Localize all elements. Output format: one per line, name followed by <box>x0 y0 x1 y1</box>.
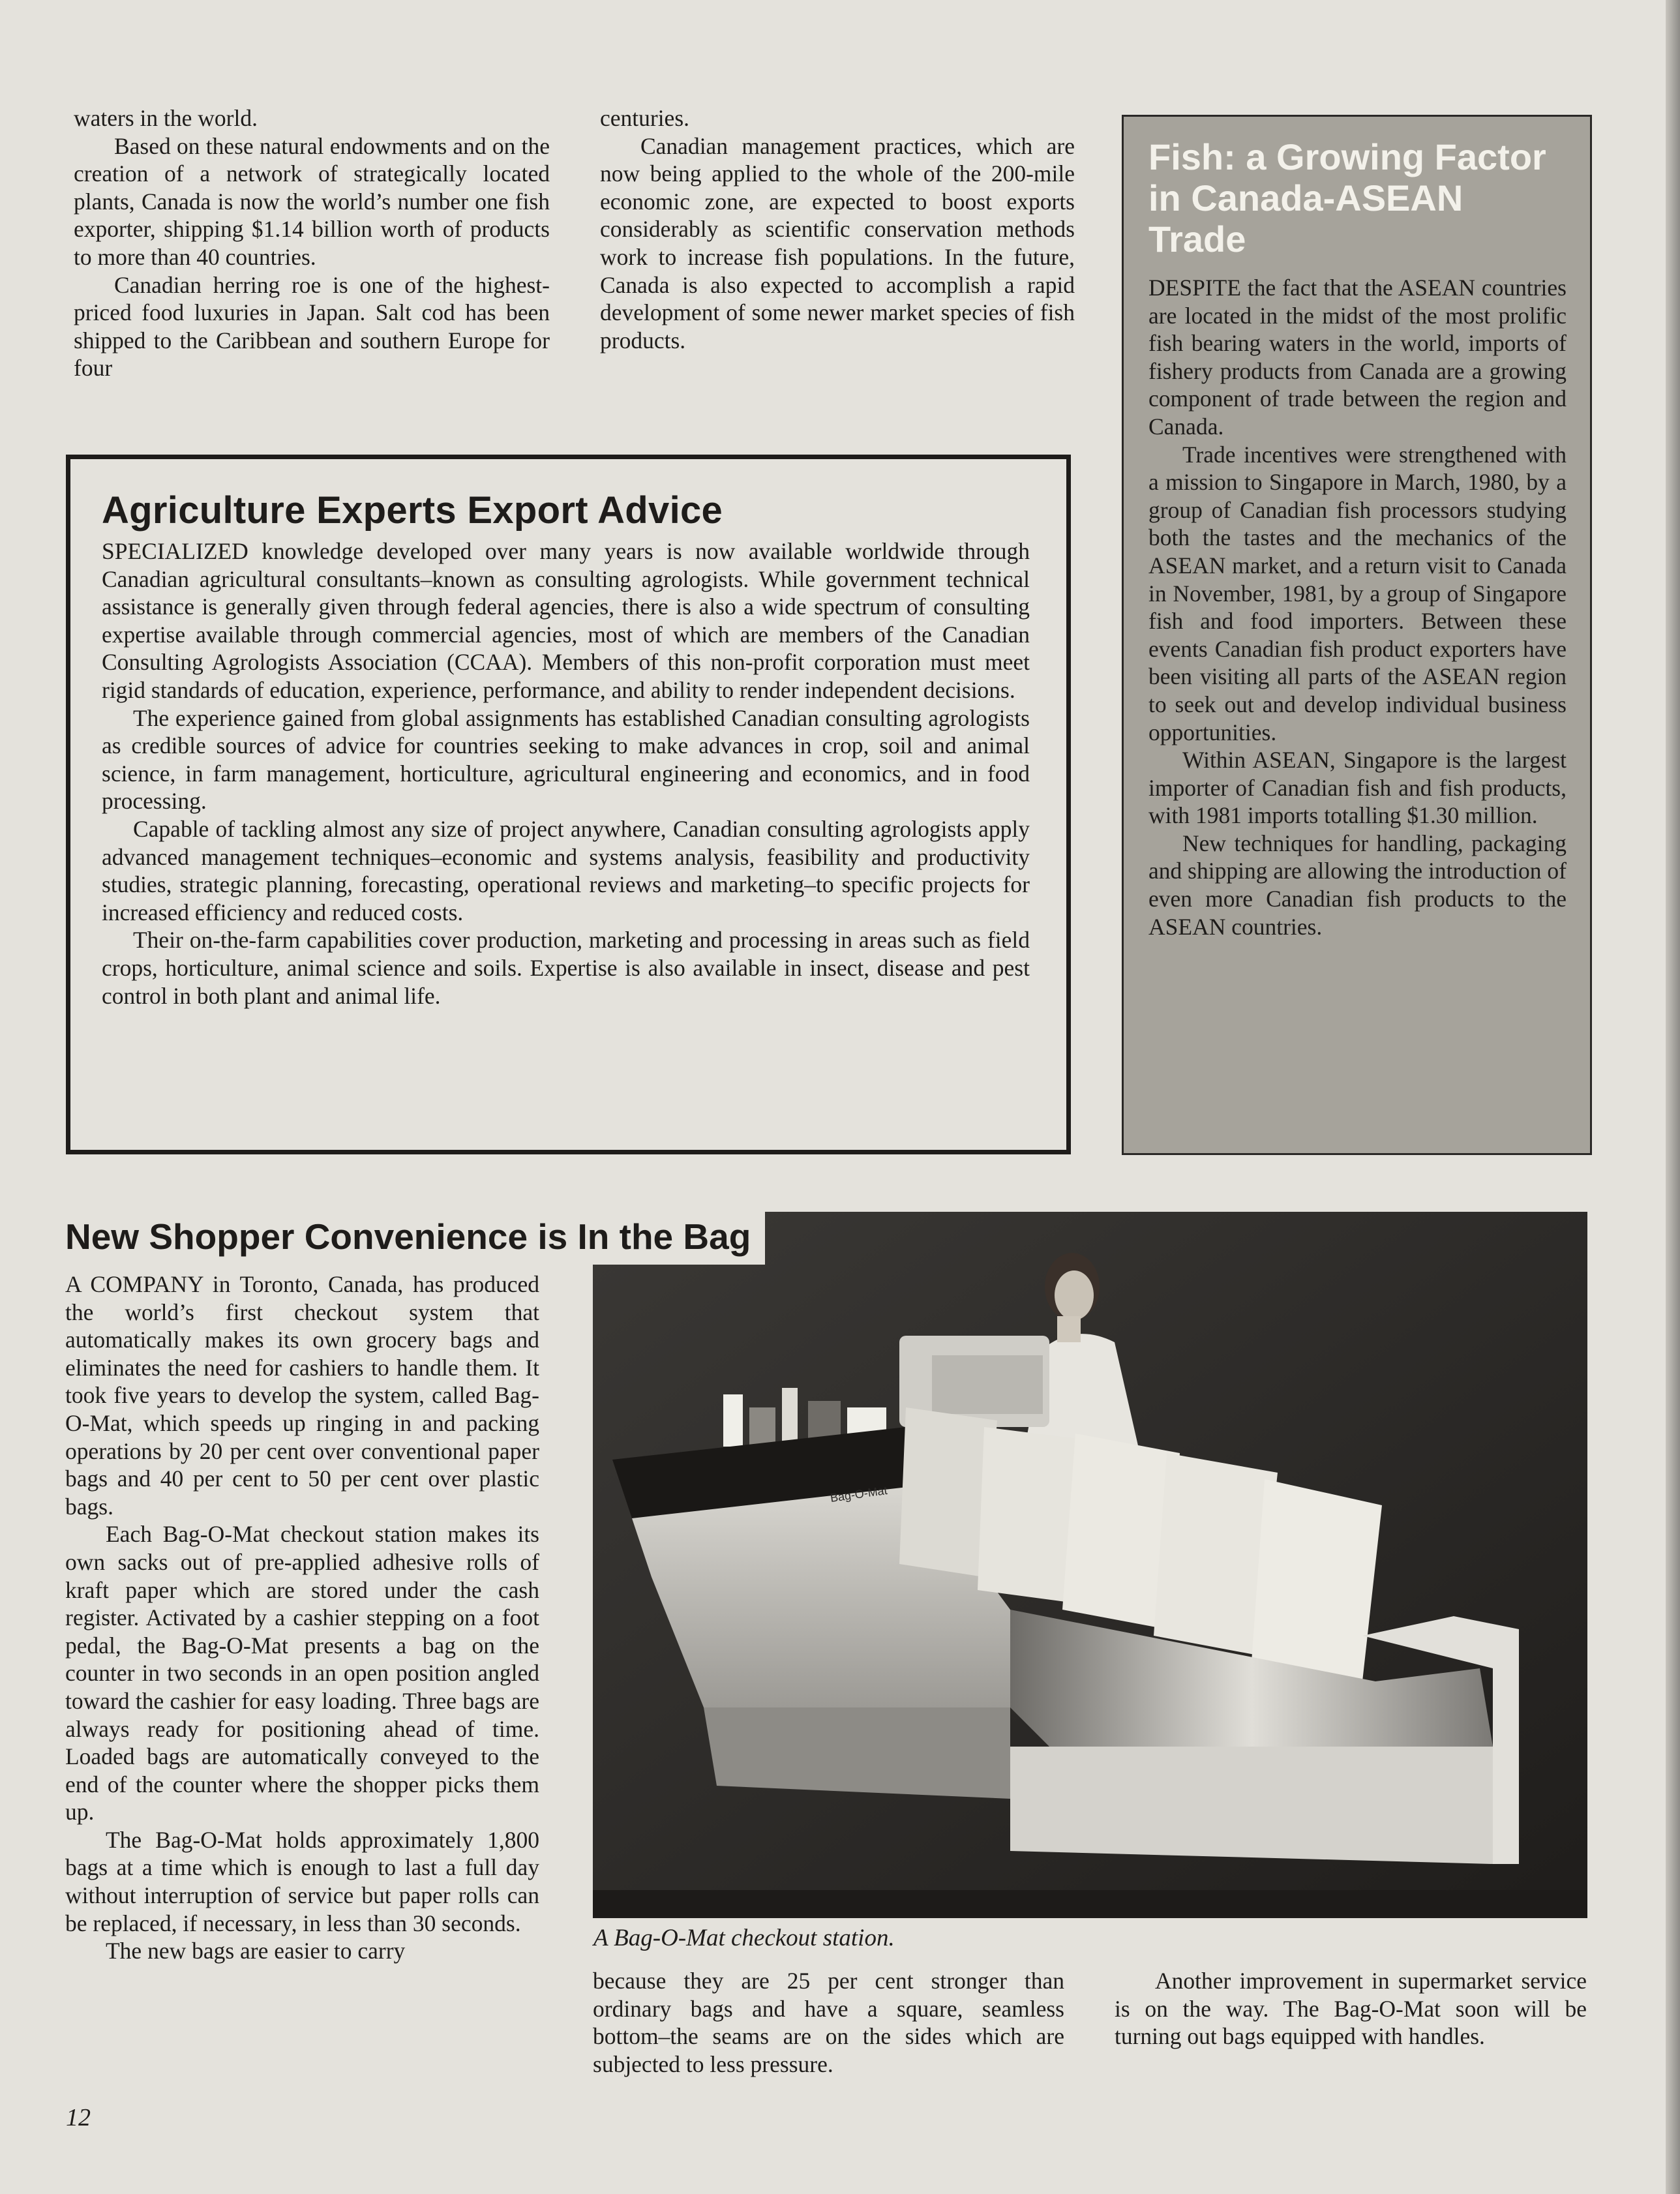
paragraph: New techniques for handling, packaging and shipping are allowing the introduction of even more Canadian fish products to the ASEAN countries. <box>1148 830 1567 940</box>
paragraph: Trade incentives were strengthened with a mission to Singapore in March, 1980, by a group of Canadian fish processors studying both the tastes and the mechanics of the ASEAN market, and a return visit to Canada in November, 1981, by a group of Singapore fish and food importers. Between these events Canadian fish product exporters have been visiting all parts of the ASEAN region to seek out and develop individual business opportunities. <box>1148 441 1567 745</box>
paragraph: waters in the world. <box>74 105 258 131</box>
bag-headline: New Shopper Convenience is In the Bag <box>65 1209 765 1265</box>
paragraph: SPECIALIZED knowledge developed over many years is now available worldwide through Canadian agricultural consultants–known as consulting agrologists. While government technical assistance is generally given through federal agencies, there is also a wide spectrum of consulting expertise available through commercial agencies, most of which are members of the Canadian Consulting Agrologists Association (CCAA). Members of this non-profit corporation must meet rigid standards of education, experience, performance, and ability to render independent decisions. <box>102 538 1030 703</box>
paragraph: Their on-the-farm capabilities cover production, marketing and processing in areas such as field crops, horticulture, animal science and soils. Expertise is also available in insect, disease and pest control in both plant and animal life. <box>102 927 1030 1009</box>
paragraph: The experience gained from global assignments has established Canadian consulting agrologists as credible sources of advice for countries seeking to make advances in crop, soil and animal science, in farm management, horticulture, agricultural engineering and economics, and in food processing. <box>102 704 1030 815</box>
top-column-right <box>600 104 1075 354</box>
agriculture-headline: Agriculture Experts Export Advice <box>102 489 723 532</box>
paragraph: centuries. <box>600 105 690 131</box>
paragraph: The new bags are easier to carry <box>106 1938 406 1964</box>
paragraph: Each Bag-O-Mat checkout station makes its own sacks out of pre-applied adhesive rolls of kraft paper which are stored under the cash register. Activated by a cashier stepping on a foot pedal, the Bag-O-Mat presents a bag on the counter in two seconds in an open position angled toward the cashier for easy loading. Three bags are always ready for positioning ahead of time. Loaded bags are automatically conveyed to the end of the counter where the shopper picks them up. <box>65 1521 539 1826</box>
paragraph: Canadian herring roe is one of the highest-priced food luxuries in Japan. Salt cod has been shipped to the Caribbean and southern Europe for four <box>74 271 550 382</box>
paragraph: DESPITE the fact that the ASEAN countries are located in the midst of the most prolific fish bearing waters in the world, imports of fishery products from Canada are a growing component of trade between the region and Canada. <box>1148 275 1567 440</box>
paragraph: Another improvement in supermarket service is on the way. The Bag-O-Mat soon will be turning out bags equipped with handles. <box>1115 1968 1587 2050</box>
fish-sidebar <box>1122 115 1592 1155</box>
bag-column-middle <box>593 1967 1064 2078</box>
paragraph: Canadian management practices, which are now being applied to the whole of the 200-mile economic zone, are expected to boost exports considerably as scientific conservation methods work to increase fish populations. In the future, Canada is also expected to accomplish a rapid development of some newer market species of fish products. <box>600 132 1075 353</box>
paragraph: because they are 25 per cent stronger than ordinary bags and have a square, seamless bottom–the seams are on the sides which are subjected to less pressure. <box>593 1968 1064 2077</box>
page-edge <box>1666 0 1680 2194</box>
agriculture-article-box <box>66 455 1071 1154</box>
checkout-station-illustration <box>593 1212 1587 1918</box>
photo-label: Bag-O-Mat <box>829 1483 888 1505</box>
bag-column-left <box>65 1270 539 1965</box>
bag-column-right <box>1115 1967 1587 2051</box>
paragraph: Based on these natural endowments and on the creation of a network of strategically located plants, Canada is now the world’s number one fish exporter, shipping $1.14 billion worth of products to more than 40 countries. <box>74 132 550 270</box>
paragraph: Capable of tackling almost any size of project anywhere, Canadian consulting agrologists apply advanced management techniques–economic and systems analysis, feasibility and productivity studies, strategic planning, forecasting, operational reviews and marketing–to specific projects for increased efficiency and reduced costs. <box>102 815 1030 925</box>
fish-headline: Fish: a Growing Factor in Canada-ASEAN Trade <box>1148 136 1546 260</box>
page-number: 12 <box>66 2104 91 2131</box>
paragraph: Within ASEAN, Singapore is the largest importer of Canadian fish and fish products, with 1981 imports totalling $1.30 million. <box>1148 747 1567 829</box>
photo-caption: A Bag-O-Mat checkout station. <box>593 1925 895 1951</box>
top-column-left <box>74 104 550 382</box>
paragraph: A COMPANY in Toronto, Canada, has produced the world’s first checkout system that automatically makes its own grocery bags and eliminates the need for cashiers to handle them. It took five years to develop the system, called Bag-O-Mat, which speeds up ringing in and packing operations by 20 per cent over conventional paper bags and 40 per cent to 50 per cent over plastic bags. <box>65 1271 539 1520</box>
bag-o-mat-photo <box>593 1212 1587 1918</box>
paragraph: The Bag-O-Mat holds approximately 1,800 bags at a time which is enough to last a full day without interruption of service but paper rolls can be replaced, if necessary, in less than 30 seconds. <box>65 1826 539 1936</box>
